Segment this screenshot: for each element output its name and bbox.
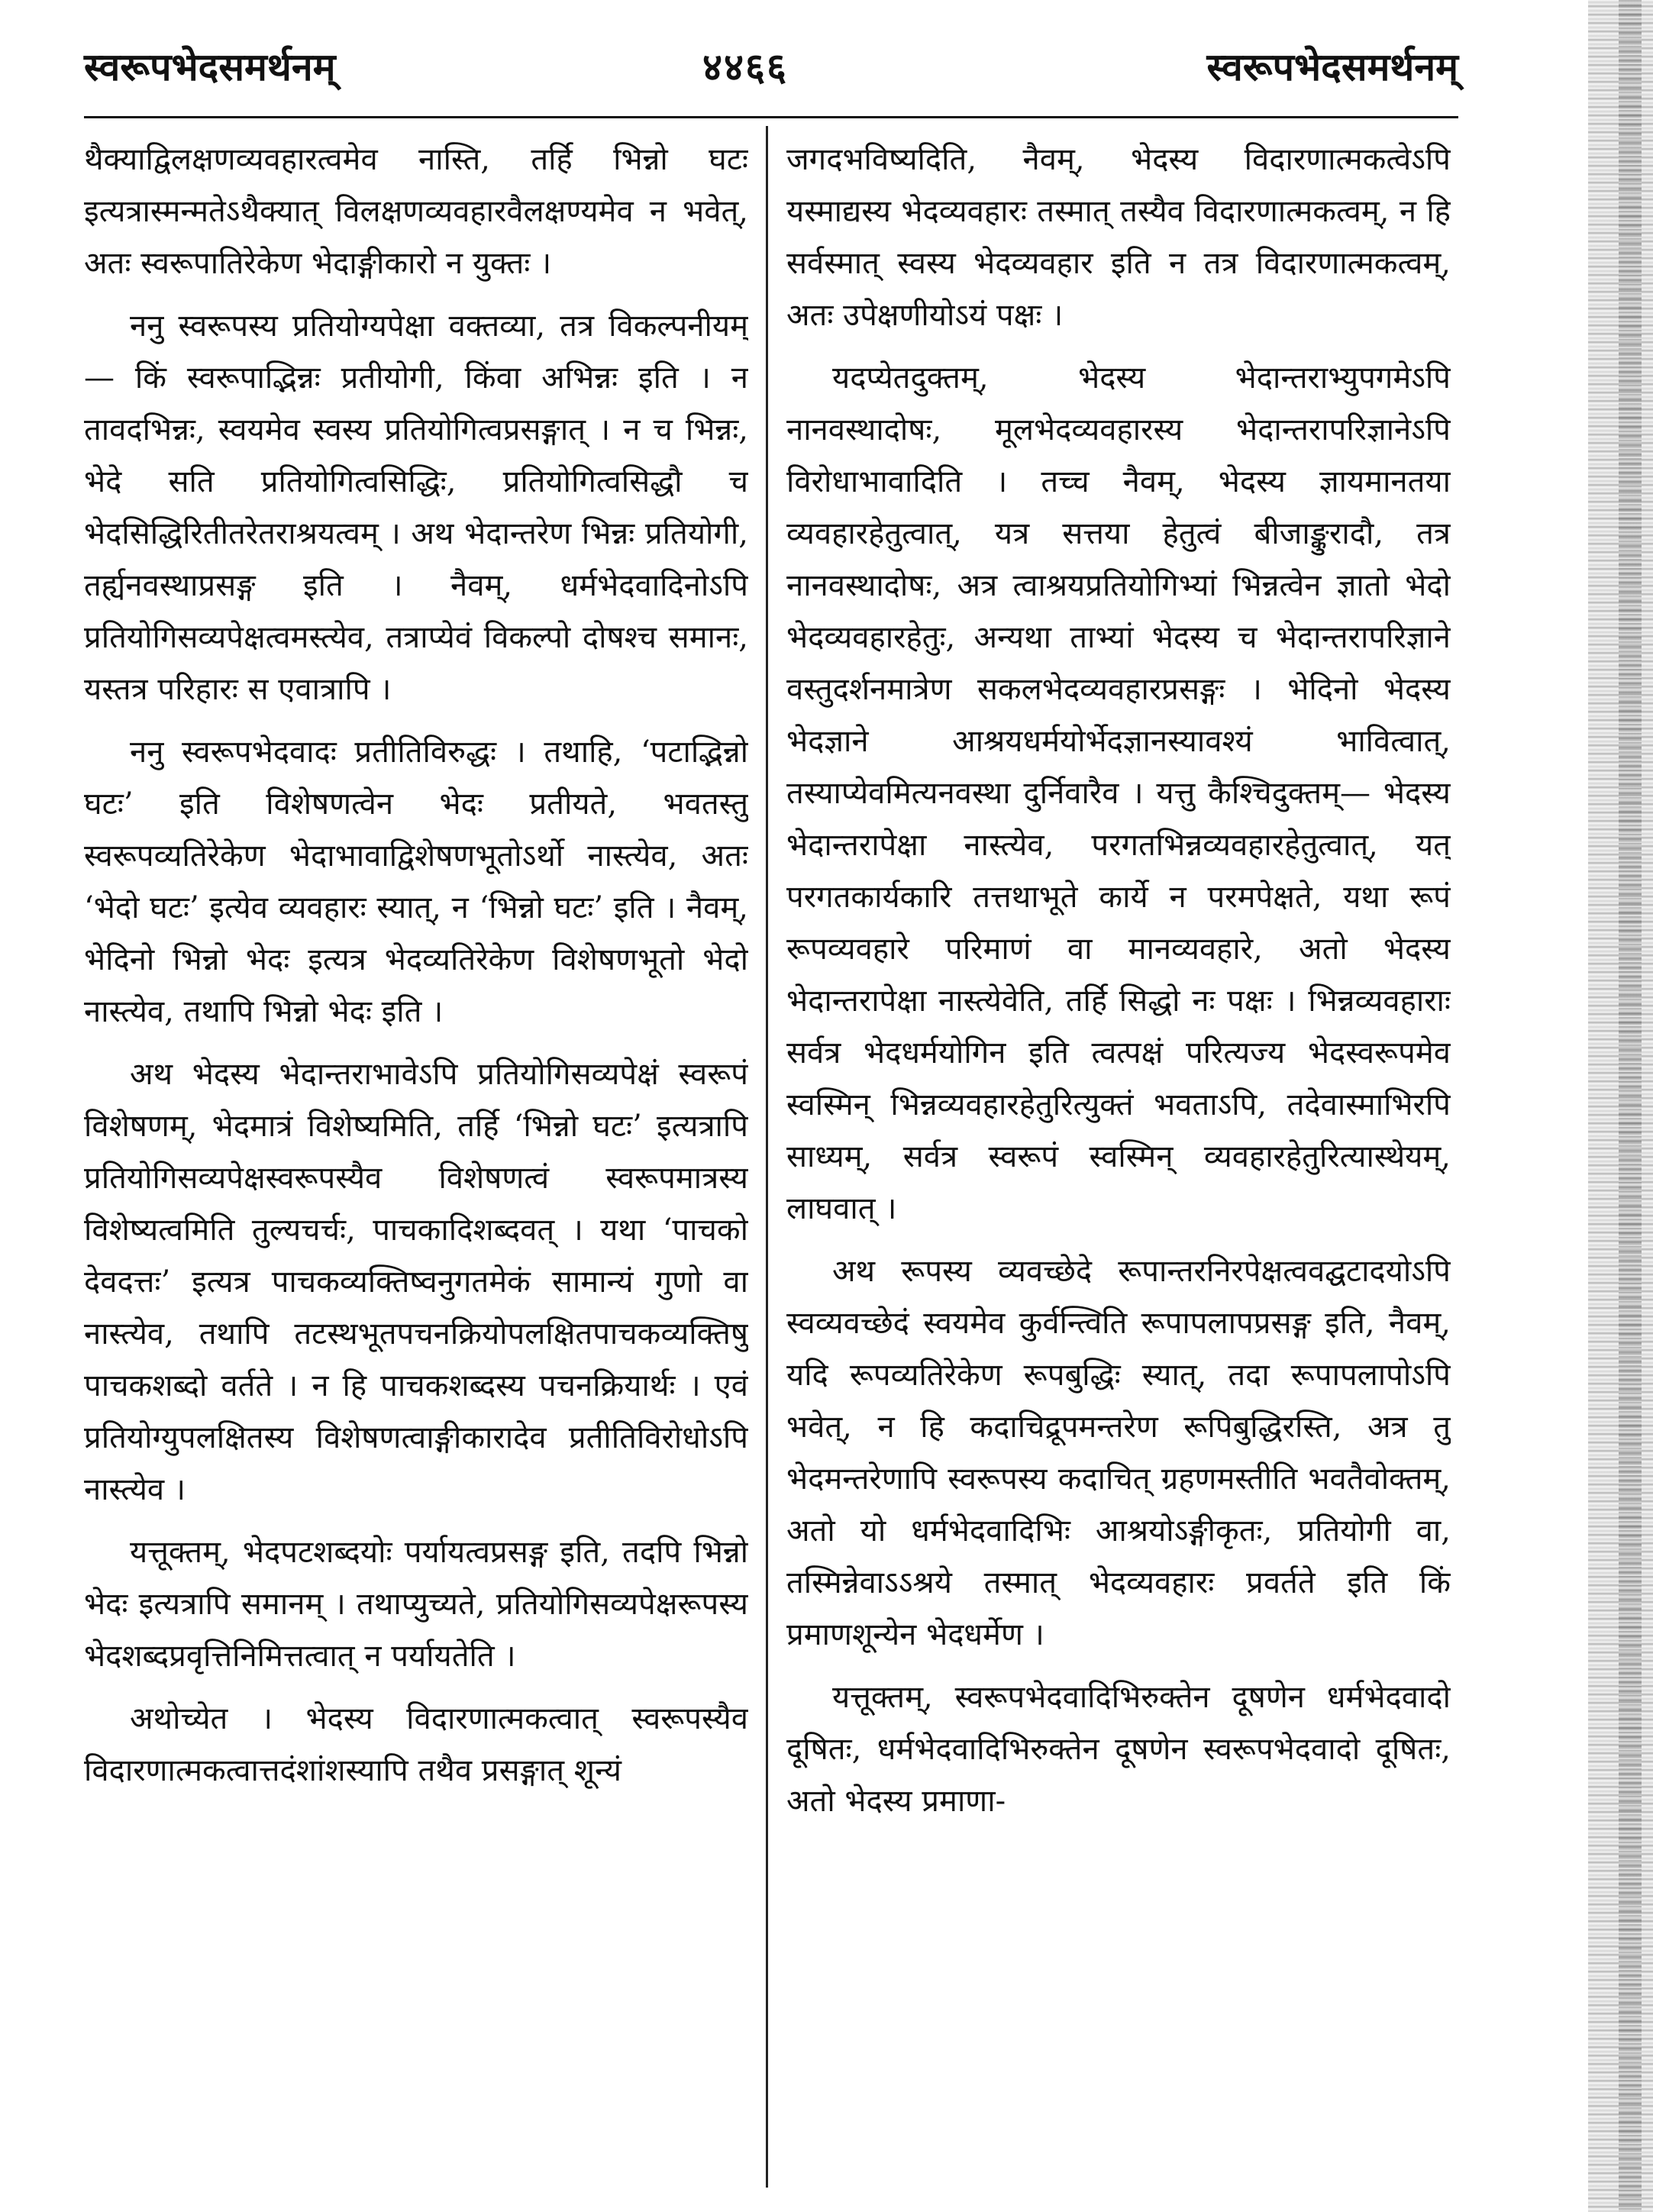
paragraph: थैक्याद्विलक्षणव्यवहारत्वमेव नास्ति, तर्हि भिन्नो घटः इत्यत्रास्मन्मतेऽथैक्यात् विलक्षणव्यवहारवैलक्षण्यमेव न भवेत्, अतः स्वरूपातिरेकेण भेदाङ्गीकारो न युक्तः । [84,142,748,281]
paragraph: जगदभविष्यदिति, नैवम्, भेदस्य विदारणात्मकत्वेऽपि यस्माद्यस्य भेदव्यवहारः तस्मात् तस्यैव विदारणात्मकत्वम्, न हि सर्वस्मात् स्वस्य भेदव्यवहार इति न तत्र विदारणात्मकत्वम्, अतः उपेक्षणीयोऽयं पक्षः । [786,142,1451,333]
paragraph: अथ रूपस्य व्यवच्छेदे रूपान्तरनिरपेक्षत्ववद्घटादयोऽपि स्वव्यवच्छेदं स्वयमेव कुर्वन्त्विति रूपापलापप्रसङ्ग इति, नैवम्, यदि रूपव्यतिरेकेण रूपबुद्धिः स्यात्, तदा रूपापलापोऽपि भवेत्, न हि कदाचिद्रूपमन्तरेण रूपिबुद्धिरस्ति, अत्र तु भेदमन्तरेणापि स्वरूपस्य कदाचित् ग्रहणमस्तीति भवतैवोक्तम्, अतो यो धर्मभेदवादिभिः आश्रयोऽङ्गीकृतः, प्रतियोगी वा, तस्मिन्नेवाऽऽश्रये तस्मात् भेदव्यवहारः प्रवर्तते इति किं प्रमाणशून्येन भेदधर्मेण । [786,1254,1451,1652]
paragraph: यदप्येतदुक्तम्, भेदस्य भेदान्तराभ्युपगमेऽपि नानवस्थादोषः, मूलभेदव्यवहारस्य भेदान्तरापरिज्ञानेऽपि विरोधाभावादिति । तच्च नैवम्, भेदस्य ज्ञायमानतया व्यवहारहेतुत्वात्, यत्र सत्तया हेतुत्वं बीजाङ्कुरादौ, तत्र नानवस्थादोषः, अत्र त्वाश्रयप्रतियोगिभ्यां भिन्नत्वेन ज्ञातो भेदो भेदव्यवहारहेतुः, अन्यथा ताभ्यां भेदस्य च भेदान्तरापरिज्ञाने वस्तुदर्शनमात्रेण सकलभेदव्यवहारप्रसङ्गः । भेदिनो भेदस्य भेदज्ञाने आश्रयधर्मयोर्भेदज्ञानस्यावश्यं भावित्वात्, तस्याप्येवमित्यनवस्था दुर्निवारैव । यत्तु कैश्चिदुक्तम्— भेदस्य भेदान्तरापेक्षा नास्त्येव, परगतभिन्नव्यवहारहेतुत्वात्, यत् परगतकार्यकारि तत्तथाभूते कार्ये न परमपेक्षते, यथा रूपं रूपव्यवहारे परिमाणं वा मानव्यवहारे, अतो भेदस्य भेदान्तरापेक्षा नास्त्येवेति, तर्हि सिद्धो नः पक्षः । भिन्नव्यवहाराः सर्वत्र भेदधर्मयोगिन इति त्वत्पक्षं परित्यज्य भेदस्वरूपमेव स्वस्मिन् भिन्नव्यवहारहेतुरित्युक्तं भवताऽपि, तदेवास्माभिरपि साध्यम्, सर्वत्र स्वरूपं स्वस्मिन् व्यवहारहेतुरित्यास्थेयम्, लाघवात् । [786,360,1451,1226]
paragraph: यत्तूक्तम्, भेदपटशब्दयोः पर्यायत्वप्रसङ्ग इति, तदपि भिन्नो भेदः इत्यत्रापि समानम् । तथाप्युच्यते, प्रतियोगिसव्यपेक्षरूपस्य भेदशब्दप्रवृत्तिनिमित्तत्वात् न पर्यायतेति । [84,1535,748,1674]
paragraph: ननु स्वरूपभेदवादः प्रतीतिविरुद्धः । तथाहि, ‘पटाद्भिन्नो घटः’ इति विशेषणत्वेन भेदः प्रतीयते, भवतस्तु स्वरूपव्यतिरेकेण भेदाभावाद्विशेषणभूतोऽर्थो नास्त्येव, अतः ‘भेदो घटः’ इत्येव व्यवहारः स्यात्, न ‘भिन्नो घटः’ इति । नैवम्, भेदिनो भिन्नो भेदः इत्यत्र भेदव्यतिरेकेण विशेषणभूतो भेदो नास्त्येव, तथापि भिन्नो भेदः इति । [84,735,748,1029]
paragraph: अथ भेदस्य भेदान्तराभावेऽपि प्रतियोगिसव्यपेक्षं स्वरूपं विशेषणम्, भेदमात्रं विशेष्यमिति, तर्हि ‘भिन्नो घटः’ इत्यत्रापि प्रतियोगिसव्यपेक्षस्वरूपस्यैव विशेषणत्वं स्वरूपमात्रस्य विशेष्यत्वमिति तुल्यचर्चः, पाचकादिशब्दवत् । यथा ‘पाचको देवदत्तः’ इत्यत्र पाचकव्यक्तिष्वनुगतमेकं सामान्यं गुणो वा नास्त्येव, तथापि तटस्थभूतपचनक्रियोपलक्षितपाचकव्यक्तिषु पाचकशब्दो वर्तते । न हि पाचकशब्दस्य पचनक्रियार्थः । एवं प्रतियोग्युपलक्षितस्य विशेषणत्वाङ्गीकारादेव प्रतीतिविरोधोऽपि नास्त्येव । [84,1057,748,1507]
paragraph: यत्तूक्तम्, स्वरूपभेदवादिभिरुक्तेन दूषणेन धर्मभेदवादो दूषितः, धर्मभेदवादिभिरुक्तेन दूषणेन स्वरूपभेदवादो दूषितः, अतो भेदस्य प्रमाणा- [786,1680,1451,1819]
header-right-title: स्वरूपभेदसमर्थनम् [1206,44,1458,89]
left-column [84,134,748,2188]
scanned-binding-shadow [1619,0,1642,2212]
page-number: ४४६६ [702,44,788,89]
right-column [786,134,1451,2188]
paragraph: अथोच्येत । भेदस्य विदारणात्मकत्वात् स्वरूपस्यैव विदारणात्मकत्वात्तदंशांशस्यापि तथैव प्रसङ्गात् शून्यं [84,1701,748,1788]
header-left-title: स्वरूपभेदसमर्थनम् [84,44,336,89]
header-rule [84,116,1458,118]
column-divider [766,126,768,2188]
paragraph: ननु स्वरूपस्य प्रतियोग्यपेक्षा वक्तव्या, तत्र विकल्पनीयम्— किं स्वरूपाद्भिन्नः प्रतीयोगी, किंवा अभिन्नः इति । न तावदभिन्नः, स्वयमेव स्वस्य प्रतियोगित्वप्रसङ्गात् । न च भिन्नः, भेदे सति प्रतियोगित्वसिद्धिः, प्रतियोगित्वसिद्धौ च भेदसिद्धिरितीतरेतराश्रयत्वम् । अथ भेदान्तरेण भिन्नः प्रतियोगी, तर्ह्यनवस्थाप्रसङ्ग इति । नैवम्, धर्मभेदवादिनोऽपि प्रतियोगिसव्यपेक्षत्वमस्त्येव, तत्राप्येवं विकल्पो दोषश्च समानः, यस्तत्र परिहारः स एवात्रापि । [84,308,748,707]
running-header [84,40,1458,101]
